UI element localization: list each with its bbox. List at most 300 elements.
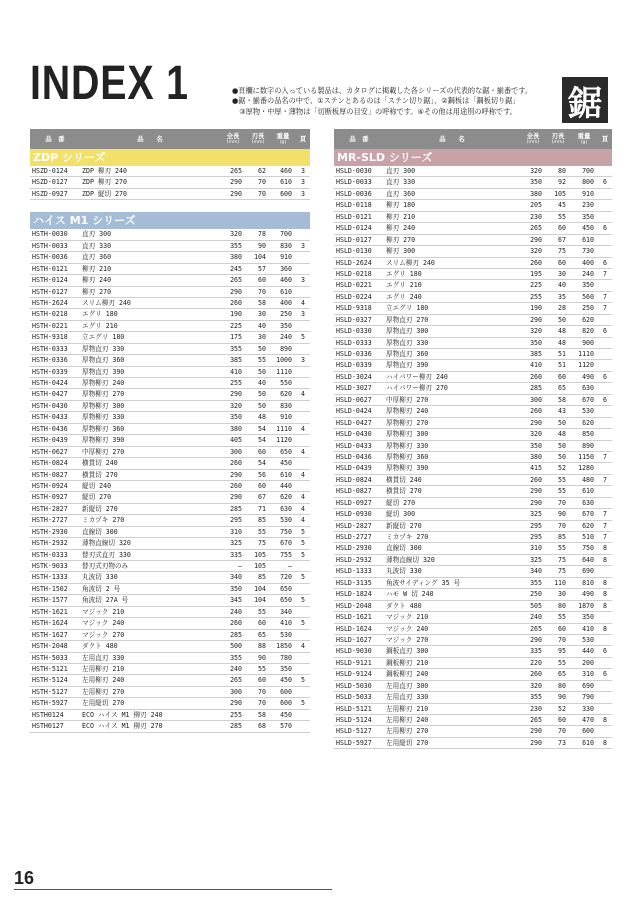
product-name: 柳刃 270: [80, 286, 220, 297]
product-code: HSLD-2727: [334, 532, 384, 543]
length-value: 190: [520, 303, 546, 314]
product-code: HSTH-5927: [30, 698, 80, 709]
left-table-header: [30, 129, 310, 149]
page-ref: 8: [598, 623, 612, 634]
product-name: 直刃 300: [80, 229, 220, 240]
weight-value: 400: [270, 297, 296, 308]
table-row: [334, 726, 612, 737]
blade-value: 50: [546, 314, 570, 325]
blade-value: 78: [246, 229, 270, 240]
product-name: 厚物柳刃 270: [384, 417, 520, 428]
product-code: HSLD-1621: [334, 612, 384, 623]
length-value: 285: [220, 503, 246, 514]
table-row: [334, 623, 612, 634]
page-ref: [598, 657, 612, 668]
page-ref: [598, 692, 612, 703]
table-row: [30, 343, 310, 354]
weight-value: 250: [570, 303, 598, 314]
product-code: HSTH-5033: [30, 652, 80, 663]
product-name: 角波サイディング 35 号: [384, 577, 520, 588]
table-row: [334, 246, 612, 257]
length-value: 350: [520, 440, 546, 451]
product-name: 縦切 270: [384, 497, 520, 508]
header-weight: 重量 (g): [270, 129, 296, 149]
table-row: [30, 458, 310, 469]
length-value: 190: [220, 309, 246, 320]
table-row: [30, 177, 310, 188]
product-code: HSTH0127: [30, 721, 80, 732]
product-code: HSLD-1333: [334, 566, 384, 577]
product-code: HSLD-0436: [334, 451, 384, 462]
length-value: 220: [520, 657, 546, 668]
weight-value: 550: [270, 378, 296, 389]
product-code: HSLD-0824: [334, 474, 384, 485]
table-row: [30, 469, 310, 480]
length-value: 260: [220, 458, 246, 469]
weight-value: 250: [270, 309, 296, 320]
page-ref: 3: [296, 188, 310, 199]
product-name: マジック 240: [80, 618, 220, 629]
product-code: HSLD-5121: [334, 703, 384, 714]
product-name: 厚物柳刃 300: [384, 429, 520, 440]
product-code: HSTH-0124: [30, 275, 80, 286]
product-name: 直刃 360: [80, 252, 220, 263]
table-row: [30, 561, 310, 572]
blade-value: 65: [546, 669, 570, 680]
weight-value: 620: [270, 389, 296, 400]
length-value: 355: [520, 692, 546, 703]
table-row: [30, 378, 310, 389]
table-row: [30, 629, 310, 640]
header-name: 品 名: [384, 129, 520, 149]
product-name: 厚物柳刃 360: [384, 451, 520, 462]
product-code: HSLD-0827: [334, 486, 384, 497]
product-name: 厚物柳刃 330: [384, 440, 520, 451]
page-ref: 7: [598, 509, 612, 520]
weight-value: 670: [570, 394, 598, 405]
page-ref: [296, 663, 310, 674]
product-code: HSZD-0127: [30, 177, 80, 188]
page-ref: [296, 709, 310, 720]
length-value: 355: [220, 343, 246, 354]
product-code: HSLD-5030: [334, 680, 384, 691]
table-row: [30, 721, 310, 732]
blade-value: 40: [246, 320, 270, 331]
product-code: HSLD-3135: [334, 577, 384, 588]
weight-value: 640: [570, 554, 598, 565]
page-ref: [598, 383, 612, 394]
page-ref: 6: [598, 326, 612, 337]
table-row: [334, 612, 612, 623]
weight-value: 1120: [270, 435, 296, 446]
blade-value: 70: [546, 497, 570, 508]
saw-kanji-badge: 鋸: [562, 77, 608, 123]
length-value: 260: [520, 371, 546, 382]
length-value: 225: [520, 280, 546, 291]
product-code: HSTH-0927: [30, 492, 80, 503]
table-row: [334, 188, 612, 199]
blade-value: 55: [546, 486, 570, 497]
product-code: HSTH-0218: [30, 309, 80, 320]
page-ref: 6: [598, 646, 612, 657]
page-ref: 6: [598, 257, 612, 268]
product-code: HSLD-0327: [334, 314, 384, 325]
product-name: 角波切 27A 号: [80, 595, 220, 606]
product-name: ハモ W 切 240: [384, 589, 520, 600]
blade-value: 70: [246, 698, 270, 709]
blade-value: 55: [546, 543, 570, 554]
product-name: ZDP 柳刃 270: [80, 177, 220, 188]
series-header: [30, 212, 310, 229]
product-code: HSLD-0336: [334, 349, 384, 360]
product-name: 左用直刃 330: [80, 652, 220, 663]
product-code: HSLD-0030: [334, 166, 384, 177]
page-ref: 3: [296, 275, 310, 286]
blade-value: 30: [246, 309, 270, 320]
table-row: [30, 686, 310, 697]
length-value: 240: [220, 606, 246, 617]
page-ref: 4: [296, 515, 310, 526]
blade-value: 35: [546, 291, 570, 302]
weight-value: 790: [570, 692, 598, 703]
length-value: 260: [220, 297, 246, 308]
length-value: 240: [220, 663, 246, 674]
length-value: 295: [520, 520, 546, 531]
length-value: 290: [520, 737, 546, 748]
weight-value: 490: [570, 589, 598, 600]
product-name: 厚物柳刃 330: [80, 412, 220, 423]
weight-value: 440: [270, 480, 296, 491]
weight-value: 510: [570, 532, 598, 543]
blade-value: 85: [546, 532, 570, 543]
length-value: 320: [520, 680, 546, 691]
weight-value: 200: [570, 657, 598, 668]
weight-value: 470: [570, 715, 598, 726]
page-ref: [598, 463, 612, 474]
blade-value: 60: [246, 675, 270, 686]
product-name: 丸波切 330: [80, 572, 220, 583]
product-code: HSLD-5927: [334, 737, 384, 748]
blade-value: 65: [546, 383, 570, 394]
length-value: 325: [520, 509, 546, 520]
table-row: [334, 360, 612, 371]
header-length: 全長 (mm): [520, 129, 546, 149]
length-value: 290: [520, 726, 546, 737]
table-row: [30, 583, 310, 594]
product-name: エグリ 210: [384, 280, 520, 291]
product-code: HSLD-0430: [334, 429, 384, 440]
product-code: HSTH-2930: [30, 526, 80, 537]
length-value: 310: [520, 543, 546, 554]
page-ref: 5: [296, 675, 310, 686]
table-row: [334, 463, 612, 474]
header-code: 品 番: [334, 129, 384, 149]
page-ref: [598, 440, 612, 451]
blade-value: 65: [246, 629, 270, 640]
page-ref: 4: [296, 492, 310, 503]
header-page: 頁: [296, 129, 310, 149]
length-value: 385: [520, 349, 546, 360]
blade-value: 75: [546, 554, 570, 565]
table-row: [334, 177, 612, 188]
product-name: マジック 270: [80, 629, 220, 640]
page-ref: [598, 429, 612, 440]
length-value: 195: [520, 268, 546, 279]
length-value: 320: [220, 229, 246, 240]
product-code: HSTH-2932: [30, 538, 80, 549]
length-value: 265: [220, 675, 246, 686]
blade-value: 58: [546, 394, 570, 405]
page-ref: [598, 349, 612, 360]
product-code: HSTH-0033: [30, 240, 80, 251]
page-ref: [598, 280, 612, 291]
weight-value: 360: [270, 263, 296, 274]
product-name: 厚物直刃 390: [384, 360, 520, 371]
table-row: [30, 412, 310, 423]
product-name: 柳刃 240: [80, 275, 220, 286]
product-name: エグリ 180: [384, 268, 520, 279]
page-ref: [296, 378, 310, 389]
header-code: 品 番: [30, 129, 80, 149]
blade-value: 60: [246, 275, 270, 286]
product-code: HSTH-0824: [30, 458, 80, 469]
blade-value: 48: [546, 337, 570, 348]
blade-value: 62: [246, 166, 270, 177]
weight-value: 350: [570, 211, 598, 222]
page-ref: 4: [296, 469, 310, 480]
blade-value: 70: [546, 726, 570, 737]
blade-value: 75: [246, 538, 270, 549]
page-ref: [296, 629, 310, 640]
product-code: HSLD-0433: [334, 440, 384, 451]
product-code: HSLD-3024: [334, 371, 384, 382]
table-row: [334, 532, 612, 543]
blade-value: 50: [246, 366, 270, 377]
table-row: [334, 715, 612, 726]
table-row: [334, 703, 612, 714]
product-code: HSTH-1621: [30, 606, 80, 617]
page-ref: 7: [598, 303, 612, 314]
length-value: 290: [520, 234, 546, 245]
table-row: [334, 417, 612, 428]
blade-value: 50: [246, 389, 270, 400]
weight-value: 530: [570, 634, 598, 645]
table-row: [30, 423, 310, 434]
product-name: 柳刃 180: [384, 200, 520, 211]
blade-value: 58: [246, 709, 270, 720]
blade-value: 43: [546, 406, 570, 417]
page-ref: 8: [598, 600, 612, 611]
page-ref: 7: [598, 451, 612, 462]
product-name: 鋼板柳刃 240: [384, 669, 520, 680]
length-value: 325: [520, 554, 546, 565]
table-row: [334, 554, 612, 565]
product-name: 左用直刃 330: [384, 692, 520, 703]
blade-value: 88: [246, 641, 270, 652]
product-code: HSTH-0339: [30, 366, 80, 377]
weight-value: 330: [570, 703, 598, 714]
product-name: 柳刃 240: [384, 223, 520, 234]
length-value: 290: [520, 486, 546, 497]
blade-value: 70: [546, 634, 570, 645]
left-index-table: [30, 129, 310, 733]
product-code: HSTH-0433: [30, 412, 80, 423]
product-name: 厚物直刃 390: [80, 366, 220, 377]
weight-value: 620: [270, 492, 296, 503]
product-code: HSLD-0130: [334, 246, 384, 257]
length-value: 415: [520, 463, 546, 474]
length-value: 335: [520, 646, 546, 657]
product-name: エグリ 210: [80, 320, 220, 331]
product-name: ECO ハイス M1 柳刃 240: [80, 709, 220, 720]
weight-value: 240: [570, 268, 598, 279]
length-value: 285: [520, 383, 546, 394]
length-value: 245: [220, 263, 246, 274]
product-code: HSLD-0221: [334, 280, 384, 291]
product-code: HSTH-0436: [30, 423, 80, 434]
product-name: 直刃 300: [384, 166, 520, 177]
product-code: HSTH-0427: [30, 389, 80, 400]
blade-value: 40: [546, 280, 570, 291]
page-ref: [598, 703, 612, 714]
product-name: 厚物柳刃 360: [80, 423, 220, 434]
blade-value: 60: [246, 446, 270, 457]
weight-value: 600: [270, 188, 296, 199]
page-ref: [598, 612, 612, 623]
page-ref: [296, 480, 310, 491]
length-value: 240: [520, 612, 546, 623]
blade-value: 104: [246, 583, 270, 594]
weight-value: 530: [270, 515, 296, 526]
weight-value: 350: [570, 612, 598, 623]
product-name: ミカヅキ 270: [80, 515, 220, 526]
table-row: [334, 669, 612, 680]
length-value: 505: [520, 600, 546, 611]
header-page: 頁: [598, 129, 612, 149]
weight-value: 630: [270, 503, 296, 514]
page-ref: [296, 561, 310, 572]
product-code: HSLD-0339: [334, 360, 384, 371]
length-value: 260: [520, 406, 546, 417]
page-ref: [598, 497, 612, 508]
page-ref: [296, 721, 310, 732]
blade-value: 70: [246, 686, 270, 697]
weight-value: 450: [270, 675, 296, 686]
table-row: [334, 223, 612, 234]
length-value: 320: [520, 166, 546, 177]
page-ref: 4: [296, 389, 310, 400]
page-ref: 7: [598, 268, 612, 279]
product-code: HSTH-2727: [30, 515, 80, 526]
product-code: HSTH-0439: [30, 435, 80, 446]
page-ref: 8: [598, 715, 612, 726]
table-row: [30, 275, 310, 286]
weight-value: 890: [570, 440, 598, 451]
product-name: 替刃式刃物のみ: [80, 561, 220, 572]
product-code: HSTH-0127: [30, 286, 80, 297]
product-code: HSLD-9121: [334, 657, 384, 668]
product-code: HSLD-0218: [334, 268, 384, 279]
product-name: 柳刃 210: [384, 211, 520, 222]
product-name: マジック 270: [384, 634, 520, 645]
blade-value: 104: [246, 252, 270, 263]
length-value: 380: [220, 252, 246, 263]
table-row: [30, 515, 310, 526]
product-code: HSTH-0333: [30, 343, 80, 354]
product-name: 立エグリ 180: [80, 332, 220, 343]
weight-value: 560: [570, 291, 598, 302]
length-value: 290: [220, 492, 246, 503]
page-number: 16: [14, 868, 35, 888]
blade-value: 90: [546, 692, 570, 703]
product-code: HSLD-0127: [334, 234, 384, 245]
weight-value: 1000: [270, 355, 296, 366]
product-name: 薄物直線切 320: [80, 538, 220, 549]
page-ref: [296, 400, 310, 411]
blade-value: 51: [546, 360, 570, 371]
blade-value: 92: [546, 177, 570, 188]
blade-value: 40: [246, 378, 270, 389]
table-row: [334, 646, 612, 657]
table-row: [334, 166, 612, 177]
weight-value: 410: [270, 618, 296, 629]
page-ref: 5: [296, 595, 310, 606]
product-name: 柳刃 210: [80, 263, 220, 274]
length-value: 175: [220, 332, 246, 343]
weight-value: 690: [570, 680, 598, 691]
weight-value: 310: [570, 669, 598, 680]
weight-value: 830: [270, 400, 296, 411]
product-code: HSLD-0224: [334, 291, 384, 302]
blade-value: 90: [246, 652, 270, 663]
weight-value: 1110: [570, 349, 598, 360]
blade-value: 58: [246, 297, 270, 308]
table-row: [334, 394, 612, 405]
table-row: [30, 320, 310, 331]
product-name: 左用柳刃 240: [384, 715, 520, 726]
blade-value: 51: [546, 349, 570, 360]
length-value: 340: [520, 566, 546, 577]
page-ref: [296, 458, 310, 469]
page-ref: 5: [296, 572, 310, 583]
table-row: [334, 371, 612, 382]
blade-value: 80: [546, 600, 570, 611]
weight-value: 630: [570, 383, 598, 394]
blade-value: 75: [546, 246, 570, 257]
product-code: HSTH-5127: [30, 686, 80, 697]
table-row: [334, 200, 612, 211]
length-value: 205: [520, 200, 546, 211]
table-row: [30, 297, 310, 308]
page-ref: 5: [296, 549, 310, 560]
page-ref: [598, 246, 612, 257]
page-ref: 6: [598, 394, 612, 405]
product-code: HSTH-0336: [30, 355, 80, 366]
table-row: [334, 600, 612, 611]
page-ref: [598, 337, 612, 348]
blade-value: 60: [546, 371, 570, 382]
blade-value: 54: [246, 458, 270, 469]
blade-value: 48: [546, 326, 570, 337]
length-value: 320: [520, 246, 546, 257]
product-code: HSTH-0221: [30, 320, 80, 331]
length-value: 340: [220, 572, 246, 583]
product-code: HSLD-0036: [334, 188, 384, 199]
product-name: 中厚柳刃 270: [80, 446, 220, 457]
weight-value: 610: [570, 234, 598, 245]
table-row: [334, 589, 612, 600]
weight-value: 700: [570, 166, 598, 177]
